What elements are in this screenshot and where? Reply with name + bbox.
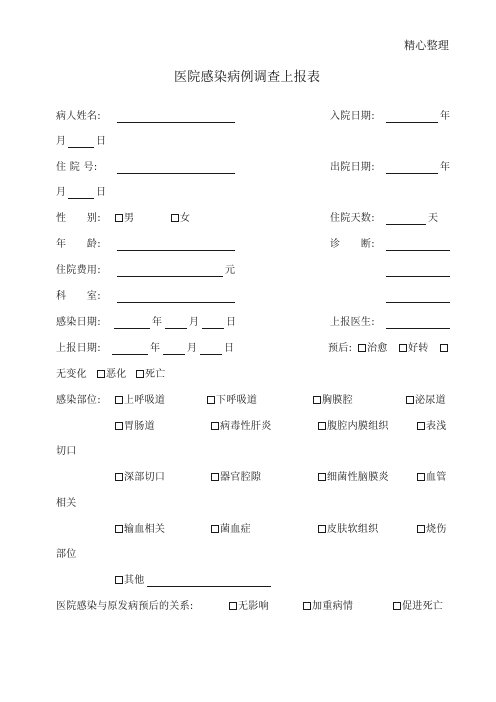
form-title: 医院感染病例调查上报表: [174, 70, 321, 85]
site-peritoneum-label: 腹腔内膜组织: [327, 421, 389, 432]
site-hepatitis-option[interactable]: [211, 421, 272, 433]
relation-death-label: 促进死亡: [402, 601, 444, 612]
site-bacteremia-label: 菌血症: [220, 524, 251, 535]
hospital-no-field[interactable]: [117, 173, 235, 174]
cost-label: 住院费用:: [56, 265, 101, 276]
site-gi-label: 胃肠道: [124, 421, 155, 432]
discharge-year-field[interactable]: [386, 173, 438, 174]
checkbox-icon[interactable]: [115, 214, 123, 222]
diagnosis-label: 诊 断:: [330, 239, 375, 250]
checkbox-icon[interactable]: [207, 396, 215, 404]
site-peritoneum-option[interactable]: [318, 421, 389, 433]
report-month-field[interactable]: [163, 354, 185, 355]
site-other-label: 其他: [124, 575, 145, 586]
gender-male-option[interactable]: [115, 213, 134, 225]
site-vascular-option[interactable]: [417, 472, 447, 484]
checkbox-icon[interactable]: [399, 344, 407, 352]
prognosis-worse-label: 恶化: [106, 369, 127, 380]
checkbox-icon[interactable]: [440, 344, 448, 352]
checkbox-icon[interactable]: [115, 473, 123, 481]
site-meningitis-option[interactable]: [318, 472, 389, 484]
site-urinary-option[interactable]: [406, 395, 446, 407]
gender-male-label: 男: [124, 213, 135, 224]
site-vascular-label: 血管: [426, 472, 447, 483]
prognosis-label: 预后:: [328, 343, 353, 354]
relation-label: 医院感染与原发病预后的关系:: [56, 601, 194, 612]
site-burn-cont: 部位: [56, 549, 77, 560]
report-year-field[interactable]: [112, 354, 148, 355]
admission-day-field[interactable]: [68, 147, 94, 148]
cost-field[interactable]: [117, 276, 223, 277]
diagnosis-field-2[interactable]: [386, 276, 450, 277]
site-burn-option[interactable]: [417, 524, 447, 536]
site-deep-incision-option[interactable]: [115, 472, 165, 484]
age-field[interactable]: [117, 250, 235, 251]
checkbox-icon[interactable]: [171, 214, 179, 222]
site-burn-label: 烧伤: [426, 524, 447, 535]
reporter-label: 上报医生:: [330, 317, 375, 328]
checkbox-icon[interactable]: [318, 473, 326, 481]
patient-name-label: 病人姓名:: [56, 111, 101, 122]
site-urinary-label: 泌尿道: [415, 395, 446, 406]
prognosis-death-label: 死亡: [145, 369, 166, 380]
checkbox-icon[interactable]: [318, 525, 326, 533]
site-pleural-option[interactable]: [313, 395, 353, 407]
site-pleural-label: 胸膜腔: [322, 395, 353, 406]
site-organ-space-label: 器官腔隙: [220, 472, 262, 483]
site-gi-option[interactable]: [115, 421, 155, 433]
checkbox-icon[interactable]: [417, 422, 425, 430]
site-deep-incision-label: 深部切口: [124, 472, 166, 483]
cost-unit: 元: [225, 265, 236, 276]
relation-no-effect-option[interactable]: [229, 601, 269, 613]
prognosis-cured-label: 治愈: [367, 343, 388, 354]
checkbox-icon[interactable]: [115, 396, 123, 404]
diagnosis-field-1[interactable]: [386, 250, 450, 251]
dept-label: 科 室:: [56, 291, 101, 302]
gender-label: 性 别:: [56, 213, 101, 224]
age-label: 年 龄:: [56, 239, 101, 250]
checkbox-icon[interactable]: [211, 422, 219, 430]
prognosis-unchanged-label: 无变化: [56, 369, 87, 380]
reporter-field[interactable]: [386, 328, 450, 329]
relation-death-option[interactable]: [393, 601, 443, 613]
discharge-day-unit: 日: [96, 187, 107, 198]
site-skin-option[interactable]: [318, 524, 379, 536]
checkbox-icon[interactable]: [318, 422, 326, 430]
discharge-date-label: 出院日期:: [330, 162, 375, 173]
report-date-label: 上报日期:: [56, 343, 101, 354]
checkbox-icon[interactable]: [97, 370, 105, 378]
checkbox-icon[interactable]: [229, 602, 237, 610]
checkbox-icon[interactable]: [313, 396, 321, 404]
site-other-field[interactable]: [147, 586, 271, 587]
site-meningitis-label: 细菌性脑膜炎: [327, 472, 389, 483]
site-organ-space-option[interactable]: [211, 472, 261, 484]
checkbox-icon[interactable]: [417, 473, 425, 481]
discharge-month-unit: 月: [56, 187, 67, 198]
admission-date-label: 入院日期:: [330, 111, 375, 122]
infection-year-unit: 年: [152, 317, 163, 328]
site-lower-resp-option[interactable]: [207, 395, 257, 407]
site-superficial-option[interactable]: [417, 421, 447, 433]
infection-day-unit: 日: [226, 317, 237, 328]
discharge-year-unit: 年: [440, 162, 451, 173]
header-note: 精心整理: [404, 39, 450, 52]
relation-aggravate-label: 加重病情: [312, 601, 354, 612]
relation-no-effect-label: 无影响: [238, 601, 269, 612]
site-vascular-cont: 相关: [56, 498, 77, 509]
site-upper-resp-label: 上呼吸道: [124, 395, 166, 406]
patient-name-field[interactable]: [117, 122, 235, 123]
checkbox-icon[interactable]: [211, 525, 219, 533]
prognosis-improved-option[interactable]: [399, 343, 429, 355]
checkbox-icon[interactable]: [303, 602, 311, 610]
report-year-unit: 年: [150, 343, 161, 354]
prognosis-cured-option[interactable]: [358, 343, 388, 355]
prognosis-improved-label: 好转: [408, 343, 429, 354]
hospital-no-label: 住 院 号:: [56, 162, 98, 173]
stay-days-field[interactable]: [386, 224, 426, 225]
checkbox-icon[interactable]: [115, 576, 123, 584]
diagnosis-field-3[interactable]: [386, 302, 450, 303]
discharge-day-field[interactable]: [68, 198, 94, 199]
prognosis-unchanged-checkbox[interactable]: [440, 343, 449, 355]
site-superficial-cont: 切口: [56, 446, 77, 457]
dept-field[interactable]: [117, 302, 235, 303]
admission-year-unit: 年: [440, 111, 451, 122]
site-upper-resp-option[interactable]: [115, 395, 165, 407]
prognosis-death-option[interactable]: [136, 369, 166, 381]
report-month-unit: 月: [187, 343, 198, 354]
prognosis-worse-option[interactable]: [97, 369, 127, 381]
checkbox-icon[interactable]: [393, 602, 401, 610]
site-skin-label: 皮肤软组织: [327, 524, 379, 535]
site-lower-resp-label: 下呼吸道: [216, 395, 258, 406]
site-label: 感染部位:: [56, 395, 101, 406]
checkbox-icon[interactable]: [136, 370, 144, 378]
infection-month-field[interactable]: [165, 328, 187, 329]
infection-date-label: 感染日期:: [56, 317, 101, 328]
gender-female-option[interactable]: [171, 213, 190, 225]
report-day-field[interactable]: [200, 354, 222, 355]
gender-female-label: 女: [180, 213, 191, 224]
relation-aggravate-option[interactable]: [303, 601, 353, 613]
checkbox-icon[interactable]: [115, 422, 123, 430]
site-bacteremia-option[interactable]: [211, 524, 251, 536]
report-day-unit: 日: [224, 343, 235, 354]
infection-year-field[interactable]: [114, 328, 150, 329]
site-hepatitis-label: 病毒性肝炎: [220, 421, 272, 432]
admission-month-unit: 月: [56, 136, 67, 147]
site-other-option[interactable]: [115, 575, 145, 587]
admission-year-field[interactable]: [386, 122, 438, 123]
checkbox-icon[interactable]: [358, 344, 366, 352]
stay-days-label: 住院天数:: [330, 213, 375, 224]
stay-days-unit: 天: [428, 213, 439, 224]
checkbox-icon[interactable]: [115, 525, 123, 533]
checkbox-icon[interactable]: [211, 473, 219, 481]
admission-day-unit: 日: [96, 136, 107, 147]
site-transfusion-option[interactable]: [115, 524, 165, 536]
site-transfusion-label: 输血相关: [124, 524, 166, 535]
infection-day-field[interactable]: [202, 328, 224, 329]
infection-month-unit: 月: [189, 317, 200, 328]
checkbox-icon[interactable]: [406, 396, 414, 404]
checkbox-icon[interactable]: [417, 525, 425, 533]
site-superficial-label: 表浅: [426, 421, 447, 432]
